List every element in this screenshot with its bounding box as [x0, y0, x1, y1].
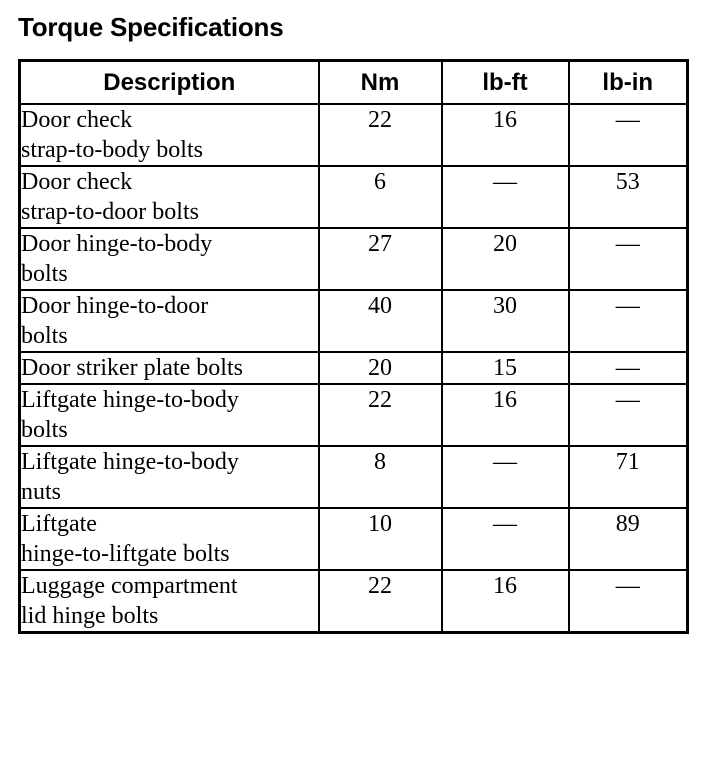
description-line: strap-to-door bolts	[21, 199, 199, 225]
cell-lb-ft: —	[442, 508, 569, 570]
column-header-nm: Nm	[319, 61, 442, 105]
cell-lb-in: —	[569, 570, 688, 633]
cell-nm: 10	[319, 508, 442, 570]
description-line: Liftgate hinge-to-body	[21, 387, 239, 413]
description-line: Liftgate hinge-to-body	[21, 449, 239, 475]
column-header-lb-ft: lb-ft	[442, 61, 569, 105]
description-line: bolts	[21, 323, 68, 349]
cell-description	[20, 290, 319, 352]
table-row	[20, 384, 688, 446]
cell-description	[20, 570, 319, 633]
cell-nm: 22	[319, 104, 442, 166]
cell-lb-ft: —	[442, 166, 569, 228]
cell-lb-in: —	[569, 228, 688, 290]
cell-lb-in: 89	[569, 508, 688, 570]
description-line: Door check	[21, 107, 133, 133]
cell-lb-ft: —	[442, 446, 569, 508]
description-line: Liftgate	[21, 511, 97, 537]
torque-spec-table	[18, 59, 689, 634]
cell-description	[20, 508, 319, 570]
description-line: nuts	[21, 479, 62, 505]
cell-lb-ft: 30	[442, 290, 569, 352]
column-header-description: Description	[20, 61, 319, 105]
table-row	[20, 508, 688, 570]
cell-description	[20, 384, 319, 446]
description-line: strap-to-body bolts	[21, 137, 203, 163]
column-header-lb-in: lb-in	[569, 61, 688, 105]
cell-description	[20, 352, 319, 384]
cell-lb-ft: 16	[442, 570, 569, 633]
cell-nm: 27	[319, 228, 442, 290]
cell-lb-in: —	[569, 352, 688, 384]
description-line: Door hinge-to-body	[21, 231, 213, 257]
table-row	[20, 166, 688, 228]
cell-nm: 6	[319, 166, 442, 228]
description-line: Door hinge-to-door	[21, 293, 209, 319]
table-row	[20, 446, 688, 508]
table-header-row	[20, 61, 688, 105]
cell-nm: 8	[319, 446, 442, 508]
cell-lb-ft: 20	[442, 228, 569, 290]
cell-nm: 20	[319, 352, 442, 384]
cell-lb-ft: 16	[442, 384, 569, 446]
cell-description	[20, 104, 319, 166]
table-row	[20, 352, 688, 384]
cell-nm: 22	[319, 384, 442, 446]
description-line: Luggage compartment	[21, 573, 238, 599]
cell-nm: 22	[319, 570, 442, 633]
description-line: Door striker plate bolts	[21, 355, 243, 381]
table-row	[20, 290, 688, 352]
cell-lb-in: —	[569, 384, 688, 446]
cell-lb-in: 71	[569, 446, 688, 508]
table-row	[20, 570, 688, 633]
cell-description	[20, 446, 319, 508]
cell-lb-in: 53	[569, 166, 688, 228]
cell-description	[20, 228, 319, 290]
table-row	[20, 228, 688, 290]
cell-lb-ft: 16	[442, 104, 569, 166]
description-line: hinge-to-liftgate bolts	[21, 541, 230, 567]
description-line: bolts	[21, 417, 68, 443]
cell-description	[20, 166, 319, 228]
description-line: bolts	[21, 261, 68, 287]
table-row	[20, 104, 688, 166]
page-title: Torque Specifications	[18, 12, 284, 42]
cell-lb-ft: 15	[442, 352, 569, 384]
description-line: Door check	[21, 169, 133, 195]
description-line: lid hinge bolts	[21, 603, 159, 629]
cell-nm: 40	[319, 290, 442, 352]
cell-lb-in: —	[569, 104, 688, 166]
cell-lb-in: —	[569, 290, 688, 352]
